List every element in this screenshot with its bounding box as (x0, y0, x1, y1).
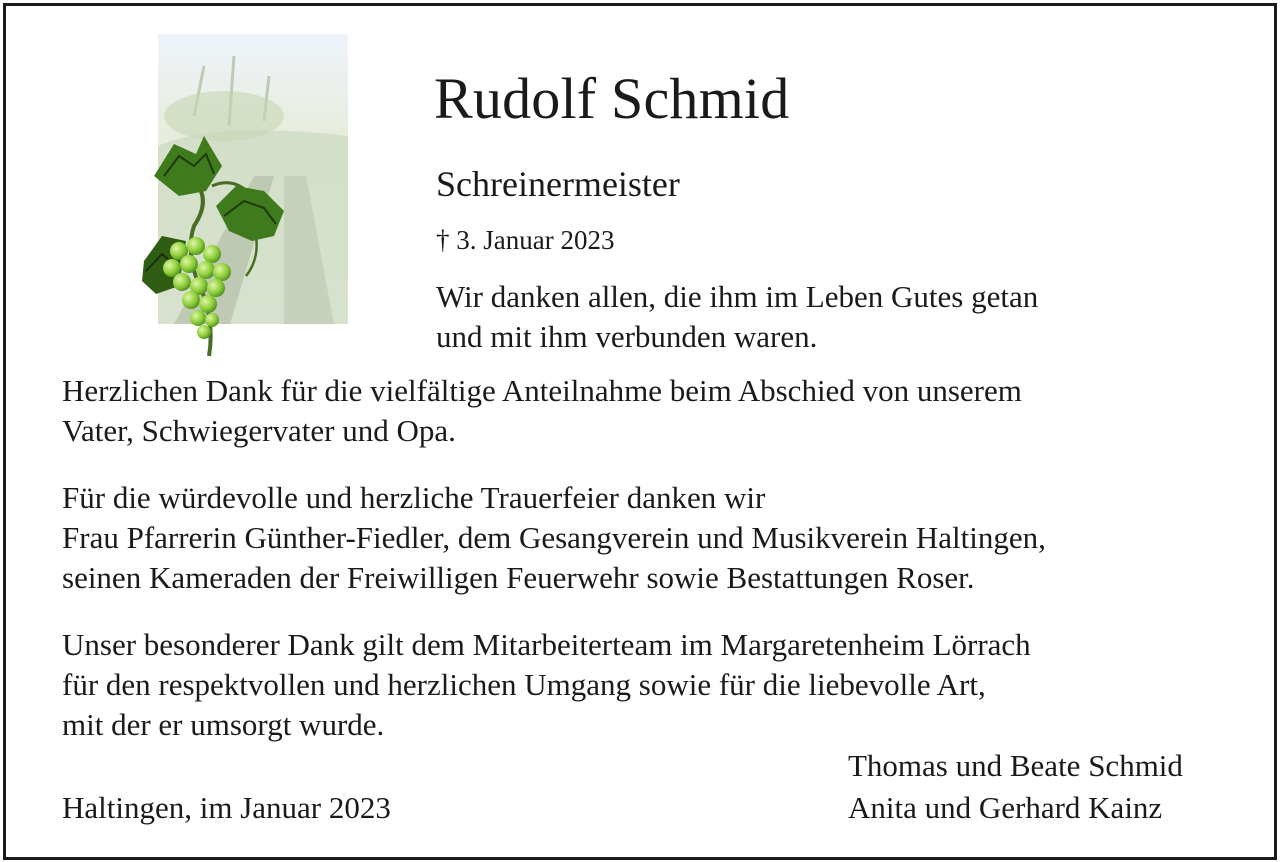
paragraph-condolences (62, 371, 1022, 451)
paragraph-line: für den respektvollen und herzlichen Umgang sowie für die liebevolle Art, (62, 667, 986, 702)
signatories (848, 745, 1183, 829)
thanks-quote-line: Wir danken allen, die ihm im Leben Gutes getan (436, 279, 1039, 314)
thanks-quote-line: und mit ihm verbunden waren. (436, 319, 818, 354)
paragraph-care-thanks (62, 625, 1031, 745)
paragraph-line: mit der er umsorgt wurde. (62, 707, 385, 742)
paragraph-line: Herzlichen Dank für die vielfältige Anteilnahme beim Abschied von unserem (62, 373, 1022, 408)
deceased-name: Rudolf Schmid (434, 66, 790, 131)
paragraph-line: seinen Kameraden der Freiwilligen Feuerwehr sowie Bestattungen Roser. (62, 560, 975, 595)
paragraph-funeral-thanks (62, 478, 1046, 598)
paragraph-line: Für die würdevolle und herzliche Trauerfeier danken wir (62, 480, 766, 515)
death-date: † 3. Januar 2023 (436, 225, 615, 255)
signatory: Thomas und Beate Schmid (848, 748, 1183, 783)
paragraph-line: Frau Pfarrerin Günther-Fiedler, dem Gesangverein und Musikverein Haltingen, (62, 520, 1046, 555)
thanks-quote (436, 277, 1038, 357)
grapevine-illustration-icon (134, 26, 364, 366)
place-and-date: Haltingen, im Januar 2023 (62, 790, 391, 825)
paragraph-line: Unser besonderer Dank gilt dem Mitarbeiterteam im Margaretenheim Lörrach (62, 627, 1031, 662)
obituary-frame (3, 3, 1277, 860)
signatory: Anita und Gerhard Kainz (848, 790, 1163, 825)
paragraph-line: Vater, Schwiegervater und Opa. (62, 413, 456, 448)
deceased-profession: Schreinermeister (436, 164, 680, 204)
